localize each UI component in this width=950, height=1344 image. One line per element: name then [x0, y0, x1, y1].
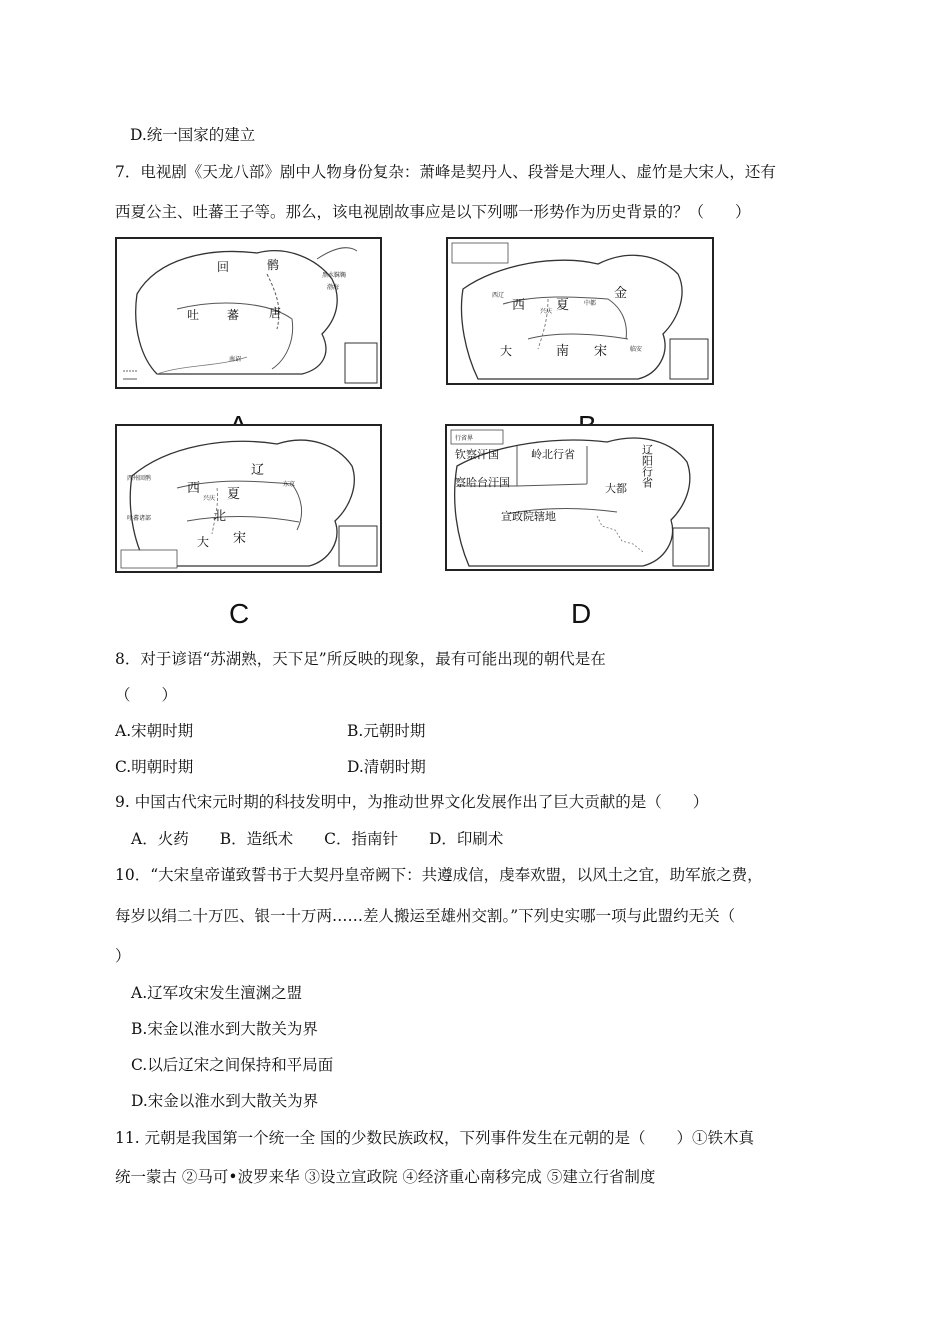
map-c-label: 西州回鹘	[127, 475, 152, 482]
q8-stem: 8．对于谚语“苏湖熟，天下足”所反映的现象，最有可能出现的朝代是在	[115, 650, 606, 668]
map-b-label: 大	[500, 344, 513, 358]
q10-stem-line2: 每岁以绢二十万匹、银一十万两……差人搬运至雄州交割。”下列史实哪一项与此盟约无关（	[115, 907, 736, 925]
map-c-label: 吐蕃诸部	[127, 515, 152, 522]
map-d-label: 行省界	[455, 435, 474, 442]
q10-option-d: D.宋金以淮水到大散关为界	[131, 1092, 319, 1110]
map-d-label: 大都	[605, 482, 627, 495]
map-c-label: 夏	[227, 487, 241, 502]
map-a-label: 南诏	[229, 356, 242, 363]
map-b-label: 南	[556, 344, 570, 359]
map-d-label: 辽阳行省	[640, 444, 654, 488]
q9-stem: 9. 中国古代宋元时期的科技发明中，为推动世界文化发展作出了巨大贡献的是（ ）	[115, 793, 709, 811]
map-c-label: 东京	[283, 481, 296, 488]
map-a-label: 回	[217, 260, 230, 274]
map-a-label: 鹘	[267, 258, 280, 272]
map-b-label: 西辽	[492, 292, 505, 299]
map-d-label: 察哈台汗国	[455, 476, 510, 489]
map-a-drawing	[117, 239, 380, 387]
map-a-label: 吐	[187, 308, 200, 322]
map-c-label: 辽	[251, 463, 265, 478]
q10-option-c: C.以后辽宋之间保持和平局面	[131, 1056, 334, 1074]
map-a-label: 渤海	[327, 284, 340, 291]
map-c	[115, 424, 382, 573]
q8-option-a: A.宋朝时期	[115, 722, 194, 740]
q9-options: A．火药 B．造纸术 C．指南针 D．印刷术	[131, 830, 504, 848]
q8-paren: （ ）	[115, 686, 178, 704]
map-b-label: 夏	[556, 298, 570, 313]
map-c-label: 宋	[233, 531, 247, 546]
map-c-label: 西	[187, 481, 201, 496]
map-a-label: 黑水靺鞨	[322, 272, 347, 279]
map-label-d: D	[571, 598, 592, 629]
q6-option-d: D.统一国家的建立	[130, 126, 256, 144]
q11-stem-line1: 11. 元朝是我国第一个统一全 国的少数民族政权，下列事件发生在元朝的是（ ）①铁木真	[115, 1129, 755, 1147]
map-b-label: 兴庆	[540, 308, 553, 315]
map-d-drawing	[447, 426, 712, 569]
map-b-label: 金	[614, 286, 628, 301]
q7-stem-line2: 西夏公主、吐蕃王子等。那么，该电视剧故事应是以下列哪一形势作为历史背景的？（ ）	[115, 203, 751, 221]
map-a	[115, 237, 382, 389]
map-c-label: 兴庆	[203, 495, 216, 502]
q8-option-b: B.元朝时期	[347, 722, 426, 740]
map-d	[445, 424, 714, 571]
q10-stem-line3: ）	[115, 947, 131, 965]
map-b-label: 中都	[584, 300, 597, 307]
q8-option-d: D.清朝时期	[347, 758, 426, 776]
q10-option-b: B.宋金以淮水到大散关为界	[131, 1020, 318, 1038]
map-b	[446, 237, 714, 385]
map-a-label: 蕃	[227, 308, 240, 322]
map-label-c: C	[229, 598, 250, 629]
map-b-label: 宋	[594, 344, 608, 359]
map-b-label: 临安	[630, 346, 643, 353]
map-b-drawing	[448, 239, 712, 383]
map-c-drawing	[117, 426, 380, 571]
q11-stem-line2: 统一蒙古 ②马可•波罗来华 ③设立宣政院 ④经济重心南移完成 ⑤建立行省制度	[115, 1168, 656, 1186]
map-c-label: 大	[197, 535, 210, 549]
map-c-label: 北	[213, 509, 227, 524]
map-a-label: 唐	[269, 306, 282, 320]
map-d-label: 岭北行省	[531, 448, 575, 461]
map-b-label: 西	[512, 298, 526, 313]
q10-option-a: A.辽军攻宋发生澶渊之盟	[131, 984, 303, 1002]
map-d-label: 钦察汗国	[455, 448, 499, 461]
q7-stem-line1: 7．电视剧《天龙八部》剧中人物身份复杂：萧峰是契丹人、段誉是大理人、虚竹是大宋人，还有	[115, 163, 776, 181]
map-d-label: 宣政院辖地	[501, 510, 556, 523]
q10-stem-line1: 10．“大宋皇帝谨致誓书于大契丹皇帝阙下：共遵成信，虔奉欢盟，以风土之宜，助军旅之费，	[115, 866, 763, 884]
q8-option-c: C.明朝时期	[115, 758, 194, 776]
